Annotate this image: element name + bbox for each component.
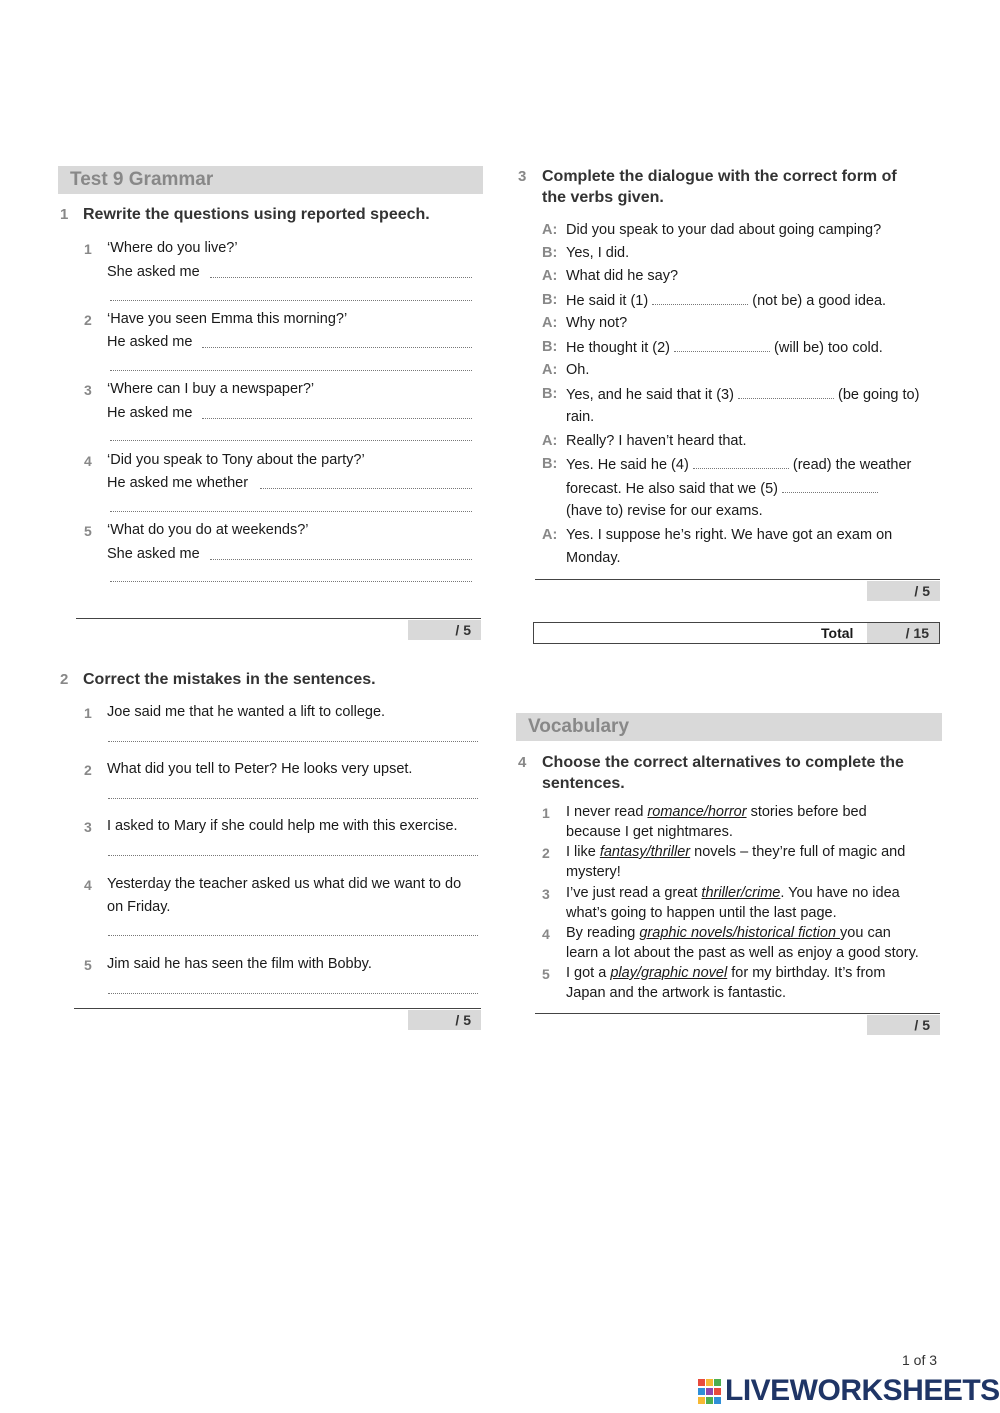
vocabulary-banner: Vocabulary	[516, 713, 942, 741]
ex2-answer-line[interactable]	[108, 993, 478, 994]
verb-hint: (will be) too cold.	[774, 340, 883, 356]
exercise-3-score: / 5	[867, 581, 940, 601]
ex1-item-number: 1	[84, 241, 92, 257]
speaker-label: A:	[542, 222, 558, 238]
grammar-banner: Test 9 Grammar	[58, 166, 483, 194]
ex2-item-text: What did you tell to Peter? He looks very upset.	[107, 761, 413, 777]
ex2-item-text-continued: on Friday.	[107, 899, 171, 915]
ex2-item-number: 4	[84, 877, 92, 893]
ex1-answer-line[interactable]	[110, 511, 472, 512]
exercise-3-number: 3	[518, 168, 527, 185]
speaker-label: B:	[542, 292, 558, 308]
alternatives-choice[interactable]: fantasy/thriller	[599, 844, 691, 860]
verb-hint: (not be) a good idea.	[752, 293, 887, 309]
ex1-item-question: ‘What do you do at weekends?’	[107, 522, 309, 538]
ex4-item-text	[566, 844, 905, 860]
exercise-4-score: / 5	[867, 1015, 940, 1035]
ex1-item-prompt: He asked me	[107, 334, 193, 350]
ex1-item-number: 5	[84, 523, 92, 539]
exercise-1-number: 1	[60, 206, 69, 223]
dialogue-line: Why not?	[566, 315, 628, 331]
dialogue-line: Oh.	[566, 362, 590, 378]
dialogue-line: Really? I haven’t heard that.	[566, 433, 747, 449]
ex1-answer-line[interactable]	[210, 277, 472, 278]
exercise-3-divider	[535, 579, 940, 580]
exercise-1-score: / 5	[408, 620, 481, 640]
sentence-end: you can	[840, 925, 891, 941]
dialogue-line-continued: rain.	[566, 409, 595, 425]
logo-wordmark: LIVEWORKSHEETS	[725, 1374, 1000, 1407]
exercise-3-title-line2: the verbs given.	[542, 189, 664, 206]
speaker-label: A:	[542, 268, 558, 284]
gap-3-input[interactable]	[738, 386, 834, 399]
ex1-answer-line[interactable]	[260, 488, 472, 489]
exercise-2-title: Correct the mistakes in the sentences.	[83, 671, 376, 688]
ex2-item-number: 1	[84, 705, 92, 721]
dialogue-line-continued	[566, 480, 878, 497]
verb-hint: (read) the weather	[792, 457, 912, 473]
ex1-answer-line[interactable]	[110, 370, 472, 371]
dialogue-line: Did you speak to your dad about going camping?	[566, 222, 882, 238]
ex4-item-text	[566, 885, 900, 901]
ex4-item-text-continued: Japan and the artwork is fantastic.	[566, 985, 787, 1001]
total-score: / 15	[867, 623, 939, 643]
ex1-answer-line[interactable]	[202, 347, 472, 348]
speaker-label: B:	[542, 386, 558, 402]
ex2-answer-line[interactable]	[108, 798, 478, 799]
ex2-item-text: Joe said me that he wanted a lift to college.	[107, 704, 386, 720]
total-label: Total	[821, 625, 854, 641]
ex4-item-text-continued: what’s going to happen until the last page.	[566, 905, 837, 921]
ex4-item-text-continued: mystery!	[566, 864, 621, 880]
speaker-label: A:	[542, 527, 558, 543]
ex2-item-number: 2	[84, 762, 92, 778]
ex1-item-number: 4	[84, 453, 92, 469]
page-number: 1 of 3	[902, 1352, 938, 1368]
ex4-item-number: 3	[542, 886, 550, 902]
ex1-answer-line[interactable]	[110, 581, 472, 582]
ex1-answer-line[interactable]	[202, 418, 472, 419]
exercise-2-divider	[74, 1008, 481, 1009]
ex1-answer-line[interactable]	[110, 440, 472, 441]
ex4-item-text	[566, 925, 891, 941]
exercise-3-title-line1: Complete the dialogue with the correct form of	[542, 168, 897, 185]
dialogue-line	[566, 292, 886, 309]
ex4-item-text-continued: because I get nightmares.	[566, 824, 733, 840]
speaker-label: B:	[542, 245, 558, 261]
dialogue-line: Yes. I suppose he’s right. We have got an exam on	[566, 527, 893, 543]
ex4-item-text-continued: learn a lot about the past as well as enjoy a good story.	[566, 945, 919, 961]
ex4-item-number: 1	[542, 805, 550, 821]
sentence-end: . You have no idea	[780, 885, 900, 901]
ex1-item-number: 2	[84, 312, 92, 328]
gap-5-input[interactable]	[782, 480, 878, 493]
exercise-2-number: 2	[60, 671, 69, 688]
dialogue-line-continued: (have to) revise for our exams.	[566, 503, 763, 519]
speaker-label: A:	[542, 315, 558, 331]
logo-blocks-icon	[697, 1378, 723, 1406]
ex1-item-prompt: He asked me	[107, 405, 193, 421]
dialogue-line	[566, 386, 919, 403]
dialogue-text: Yes, and he said that it (3)	[566, 387, 734, 403]
dialogue-text: He said it (1)	[566, 293, 649, 309]
sentence-start: By reading	[566, 925, 640, 941]
ex1-item-prompt: He asked me whether	[107, 475, 249, 491]
ex1-item-question: ‘Where can I buy a newspaper?’	[107, 381, 315, 397]
ex1-answer-line[interactable]	[110, 300, 472, 301]
total-score-box	[533, 622, 940, 644]
dialogue-line	[566, 339, 883, 356]
ex1-item-prompt: She asked me	[107, 546, 200, 562]
ex2-item-text: Jim said he has seen the film with Bobby.	[107, 956, 372, 972]
exercise-4-title-line2: sentences.	[542, 775, 625, 792]
ex4-item-number: 2	[542, 845, 550, 861]
ex4-item-number: 5	[542, 966, 550, 982]
alternatives-choice[interactable]: thriller/crime	[701, 885, 781, 901]
sentence-end: for my birthday. It’s from	[727, 965, 886, 981]
ex1-item-prompt: She asked me	[107, 264, 200, 280]
ex2-item-number: 3	[84, 819, 92, 835]
sentence-start: I like	[566, 844, 600, 860]
exercise-4-title-line1: Choose the correct alternatives to complete the	[542, 754, 904, 771]
exercise-4-number: 4	[518, 754, 527, 771]
ex2-answer-line[interactable]	[108, 935, 478, 936]
ex1-item-question: ‘Have you seen Emma this morning?’	[107, 311, 348, 327]
exercise-4-divider	[535, 1013, 940, 1014]
sentence-start: I got a	[566, 965, 611, 981]
dialogue-text: forecast. He also said that we (5)	[566, 481, 778, 497]
ex4-item-number: 4	[542, 926, 550, 942]
ex2-answer-line[interactable]	[108, 741, 478, 742]
ex1-item-question: ‘Did you speak to Tony about the party?’	[107, 452, 365, 468]
ex2-answer-line[interactable]	[108, 855, 478, 856]
alternatives-choice[interactable]: graphic novels/historical fiction	[639, 925, 841, 941]
gap-4-input[interactable]	[693, 456, 789, 469]
ex2-item-text: Yesterday the teacher asked us what did we want to do	[107, 876, 462, 892]
sentence-end: novels – they’re full of magic and	[690, 844, 906, 860]
exercise-1-title: Rewrite the questions using reported speech.	[83, 206, 430, 223]
ex4-item-text	[566, 965, 885, 981]
dialogue-line	[566, 456, 911, 473]
alternatives-choice[interactable]: romance/horror	[647, 804, 747, 820]
ex1-item-question: ‘Where do you live?’	[107, 240, 238, 256]
exercise-1-divider	[76, 618, 481, 619]
gap-1-input[interactable]	[652, 292, 748, 305]
speaker-label: B:	[542, 339, 558, 355]
dialogue-line: What did he say?	[566, 268, 679, 284]
sentence-start: I’ve just read a great	[566, 885, 702, 901]
gap-2-input[interactable]	[674, 339, 770, 352]
dialogue-text: Yes. He said he (4)	[566, 457, 689, 473]
dialogue-line: Yes, I did.	[566, 245, 630, 261]
ex2-item-text: I asked to Mary if she could help me with this exercise.	[107, 818, 458, 834]
ex2-item-number: 5	[84, 957, 92, 973]
exercise-2-score: / 5	[408, 1010, 481, 1030]
dialogue-line-continued: Monday.	[566, 550, 621, 566]
sentence-start: I never read	[566, 804, 648, 820]
speaker-label: B:	[542, 456, 558, 472]
ex1-answer-line[interactable]	[210, 559, 472, 560]
verb-hint: (be going to)	[838, 387, 920, 403]
ex4-item-text	[566, 804, 867, 820]
liveworksheets-logo[interactable]	[697, 1374, 1000, 1408]
sentence-end: stories before bed	[746, 804, 867, 820]
alternatives-choice[interactable]: play/graphic novel	[610, 965, 728, 981]
ex1-item-number: 3	[84, 382, 92, 398]
speaker-label: A:	[542, 433, 558, 449]
dialogue-text: He thought it (2)	[566, 340, 670, 356]
speaker-label: A:	[542, 362, 558, 378]
